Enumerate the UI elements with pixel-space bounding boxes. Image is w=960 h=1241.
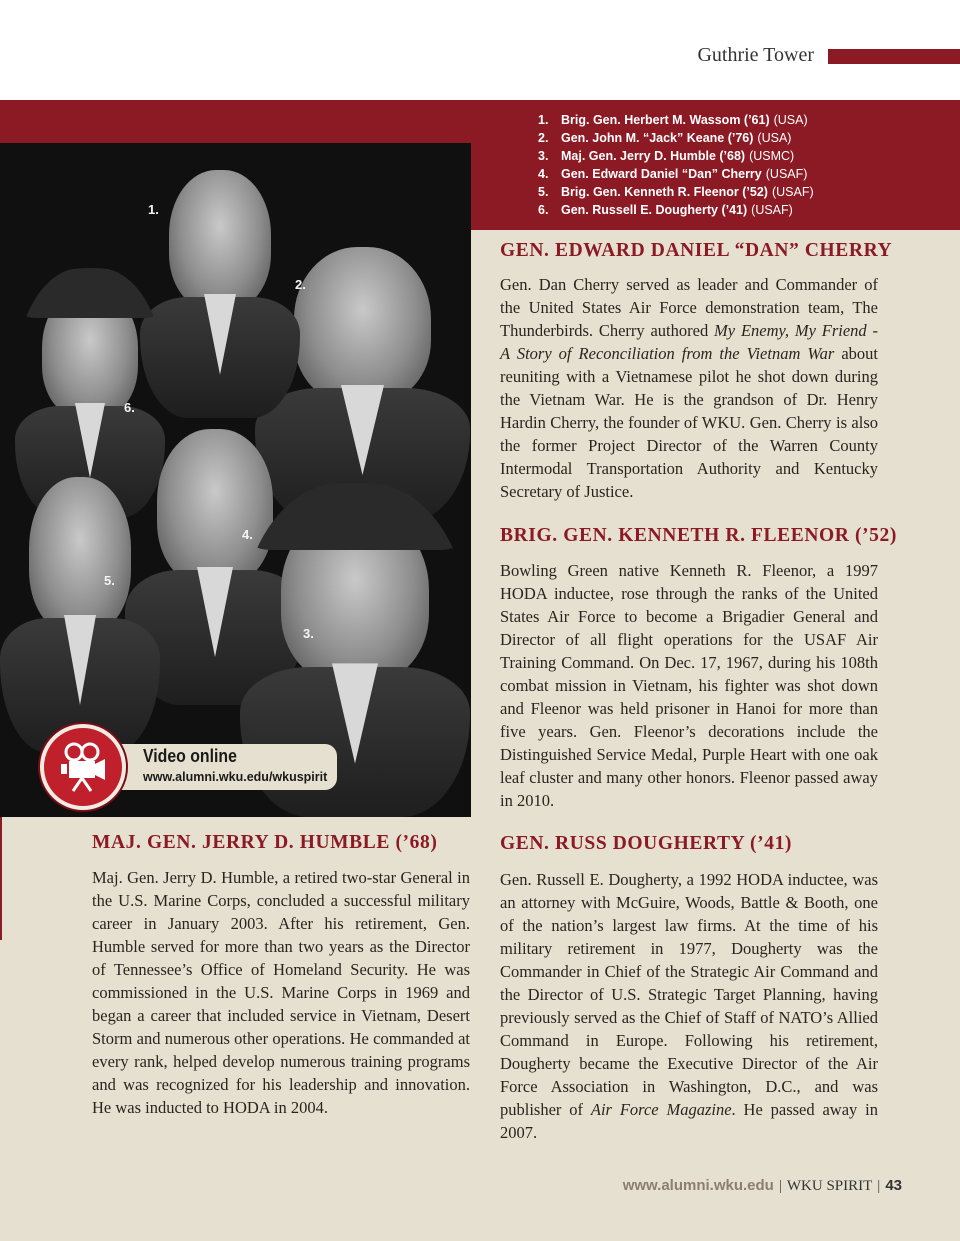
roster-branch: (USAF) xyxy=(771,185,814,199)
photo-label-3: 3. xyxy=(303,626,314,641)
video-badge[interactable] xyxy=(40,724,126,810)
footer-separator: | xyxy=(778,1178,782,1194)
photo-label-1: 1. xyxy=(148,202,159,217)
roster-list xyxy=(538,111,948,219)
roster-branch: (USA) xyxy=(757,131,792,145)
roster-branch: (USAF) xyxy=(751,203,793,217)
photo-label-5: 5. xyxy=(104,573,115,588)
roster-item xyxy=(538,111,948,129)
roster-number: 4. xyxy=(538,167,549,181)
footer-magazine: WKU SPIRIT xyxy=(786,1178,873,1194)
cherry-body: Gen. Dan Cherry served as leader and Commander of the United States Air Force demonstration team, The Thunderbirds. Cherry authored My Enemy, My Friend - A Story of Reconciliation from the Vietnam War about reuniting with a Vietnamese pilot he shot down during the Vietnam War. He is the grandson of Dr. Henry Hardin Cherry, the founder of WKU. Gen. Cherry is also the former Project Director of the Warren County Intermodal Transportation Authority and Kentucky Secretary of Justice. xyxy=(500,275,878,501)
humble-heading: MAJ. GEN. JERRY D. HUMBLE (’68) xyxy=(92,832,438,853)
dougherty-magazine-title: Air Force Magazine xyxy=(590,1100,732,1119)
roster-number: 2. xyxy=(538,131,549,145)
footer-separator: | xyxy=(877,1178,881,1194)
photo-label-2: 2. xyxy=(295,277,306,292)
roster-name: Maj. Gen. Jerry D. Humble (’68) xyxy=(561,149,746,163)
roster-name: Brig. Gen. Kenneth R. Fleenor (’52) xyxy=(561,185,768,199)
photo-label-6: 6. xyxy=(124,400,135,415)
fleenor-body: Bowling Green native Kenneth R. Fleenor, a 1997 HODA inductee, rose through the ranks of the United States Air Force to become a Brigadier General and Director of all flight operations for the USAF Air Training Command. On Dec. 17, 1967, during his 108th combat mission in Vietnam, his fighter was shot down and Fleenor was held prisoner in Hanoi for more than five years. Gen. Fleenor’s decorations include the Distinguished Service Medal, Purple Heart with one oak leaf cluster and many other honors. Fleenor passed away in 2010. xyxy=(500,561,878,810)
roster-branch: (USAF) xyxy=(765,167,808,181)
roster-item xyxy=(538,165,948,183)
humble-body: Maj. Gen. Jerry D. Humble, a retired two-star General in the U.S. Marine Corps, concluded a successful military career in January 2003. After his retirement, Gen. Humble served for more than two years as the Director of Tennessee’s Office of Homeland Security. He was commissioned in the U.S. Marine Corps in 1969 and began a career that included service in Vietnam, Desert Storm and numerous other operations. He commanded at every rank, helped develop numerous training programs and was recognized for his leadership and innovation. He was inducted to HODA in 2004. xyxy=(92,868,470,1117)
roster-item xyxy=(538,201,948,219)
photo-label-4: 4. xyxy=(242,527,253,542)
dougherty-body: Gen. Russell E. Dougherty, a 1992 HODA inductee, was an attorney with McGuire, Woods, Battle & Booth, one of the nation’s largest law firms. At the time of his military retirement in 1977, Dougherty was the Commander in Chief of the Strategic Air Command and the Director of U.S. Strategic Target Planning, having previously served as the Chief of Staff of NATO’s Allied Command in Europe. Following his retirement, Dougherty became the Executive Director of the Air Force Association in Washington, D.C., and was publisher of Air Force Magazine. He passed away in 2007. xyxy=(500,870,878,1142)
page-number: 43 xyxy=(885,1177,902,1194)
roster-name: Gen. Russell E. Dougherty (’41) xyxy=(561,203,748,217)
section-accent-bar xyxy=(828,49,960,64)
fleenor-heading: BRIG. GEN. KENNETH R. FLEENOR (’52) xyxy=(500,525,897,546)
roster-item xyxy=(538,183,948,201)
roster-branch: (USA) xyxy=(773,113,808,127)
cherry-book-title: My Enemy, My Friend - A Story of Reconciliation from the Vietnam War xyxy=(500,321,878,363)
roster-name: Gen. Edward Daniel “Dan” Cherry xyxy=(561,167,762,181)
roster-number: 5. xyxy=(538,185,549,199)
roster-number: 1. xyxy=(538,113,549,127)
video-online-url[interactable]: www.alumni.wku.edu/wkuspirit xyxy=(143,770,328,784)
portrait-fleenor xyxy=(0,453,160,753)
page-footer xyxy=(560,1177,902,1195)
roster-branch: (USMC) xyxy=(749,149,795,163)
video-online-title[interactable]: Video online xyxy=(143,746,237,766)
cherry-heading: GEN. EDWARD DANIEL “DAN” CHERRY xyxy=(500,240,893,261)
roster-number: 3. xyxy=(538,149,549,163)
section-label: Guthrie Tower xyxy=(697,44,814,66)
roster-item xyxy=(538,129,948,147)
roster-item xyxy=(538,147,948,165)
film-camera-icon xyxy=(59,742,107,792)
footer-url[interactable]: www.alumni.wku.edu xyxy=(622,1177,774,1194)
roster-number: 6. xyxy=(538,203,549,217)
roster-name: Brig. Gen. Herbert M. Wassom (’61) xyxy=(561,113,770,127)
roster-name: Gen. John M. “Jack” Keane (’76) xyxy=(561,131,754,145)
generals-group-photo xyxy=(0,143,471,817)
dougherty-heading: GEN. RUSS DOUGHERTY (’41) xyxy=(500,833,793,854)
page-top-margin xyxy=(0,0,960,100)
